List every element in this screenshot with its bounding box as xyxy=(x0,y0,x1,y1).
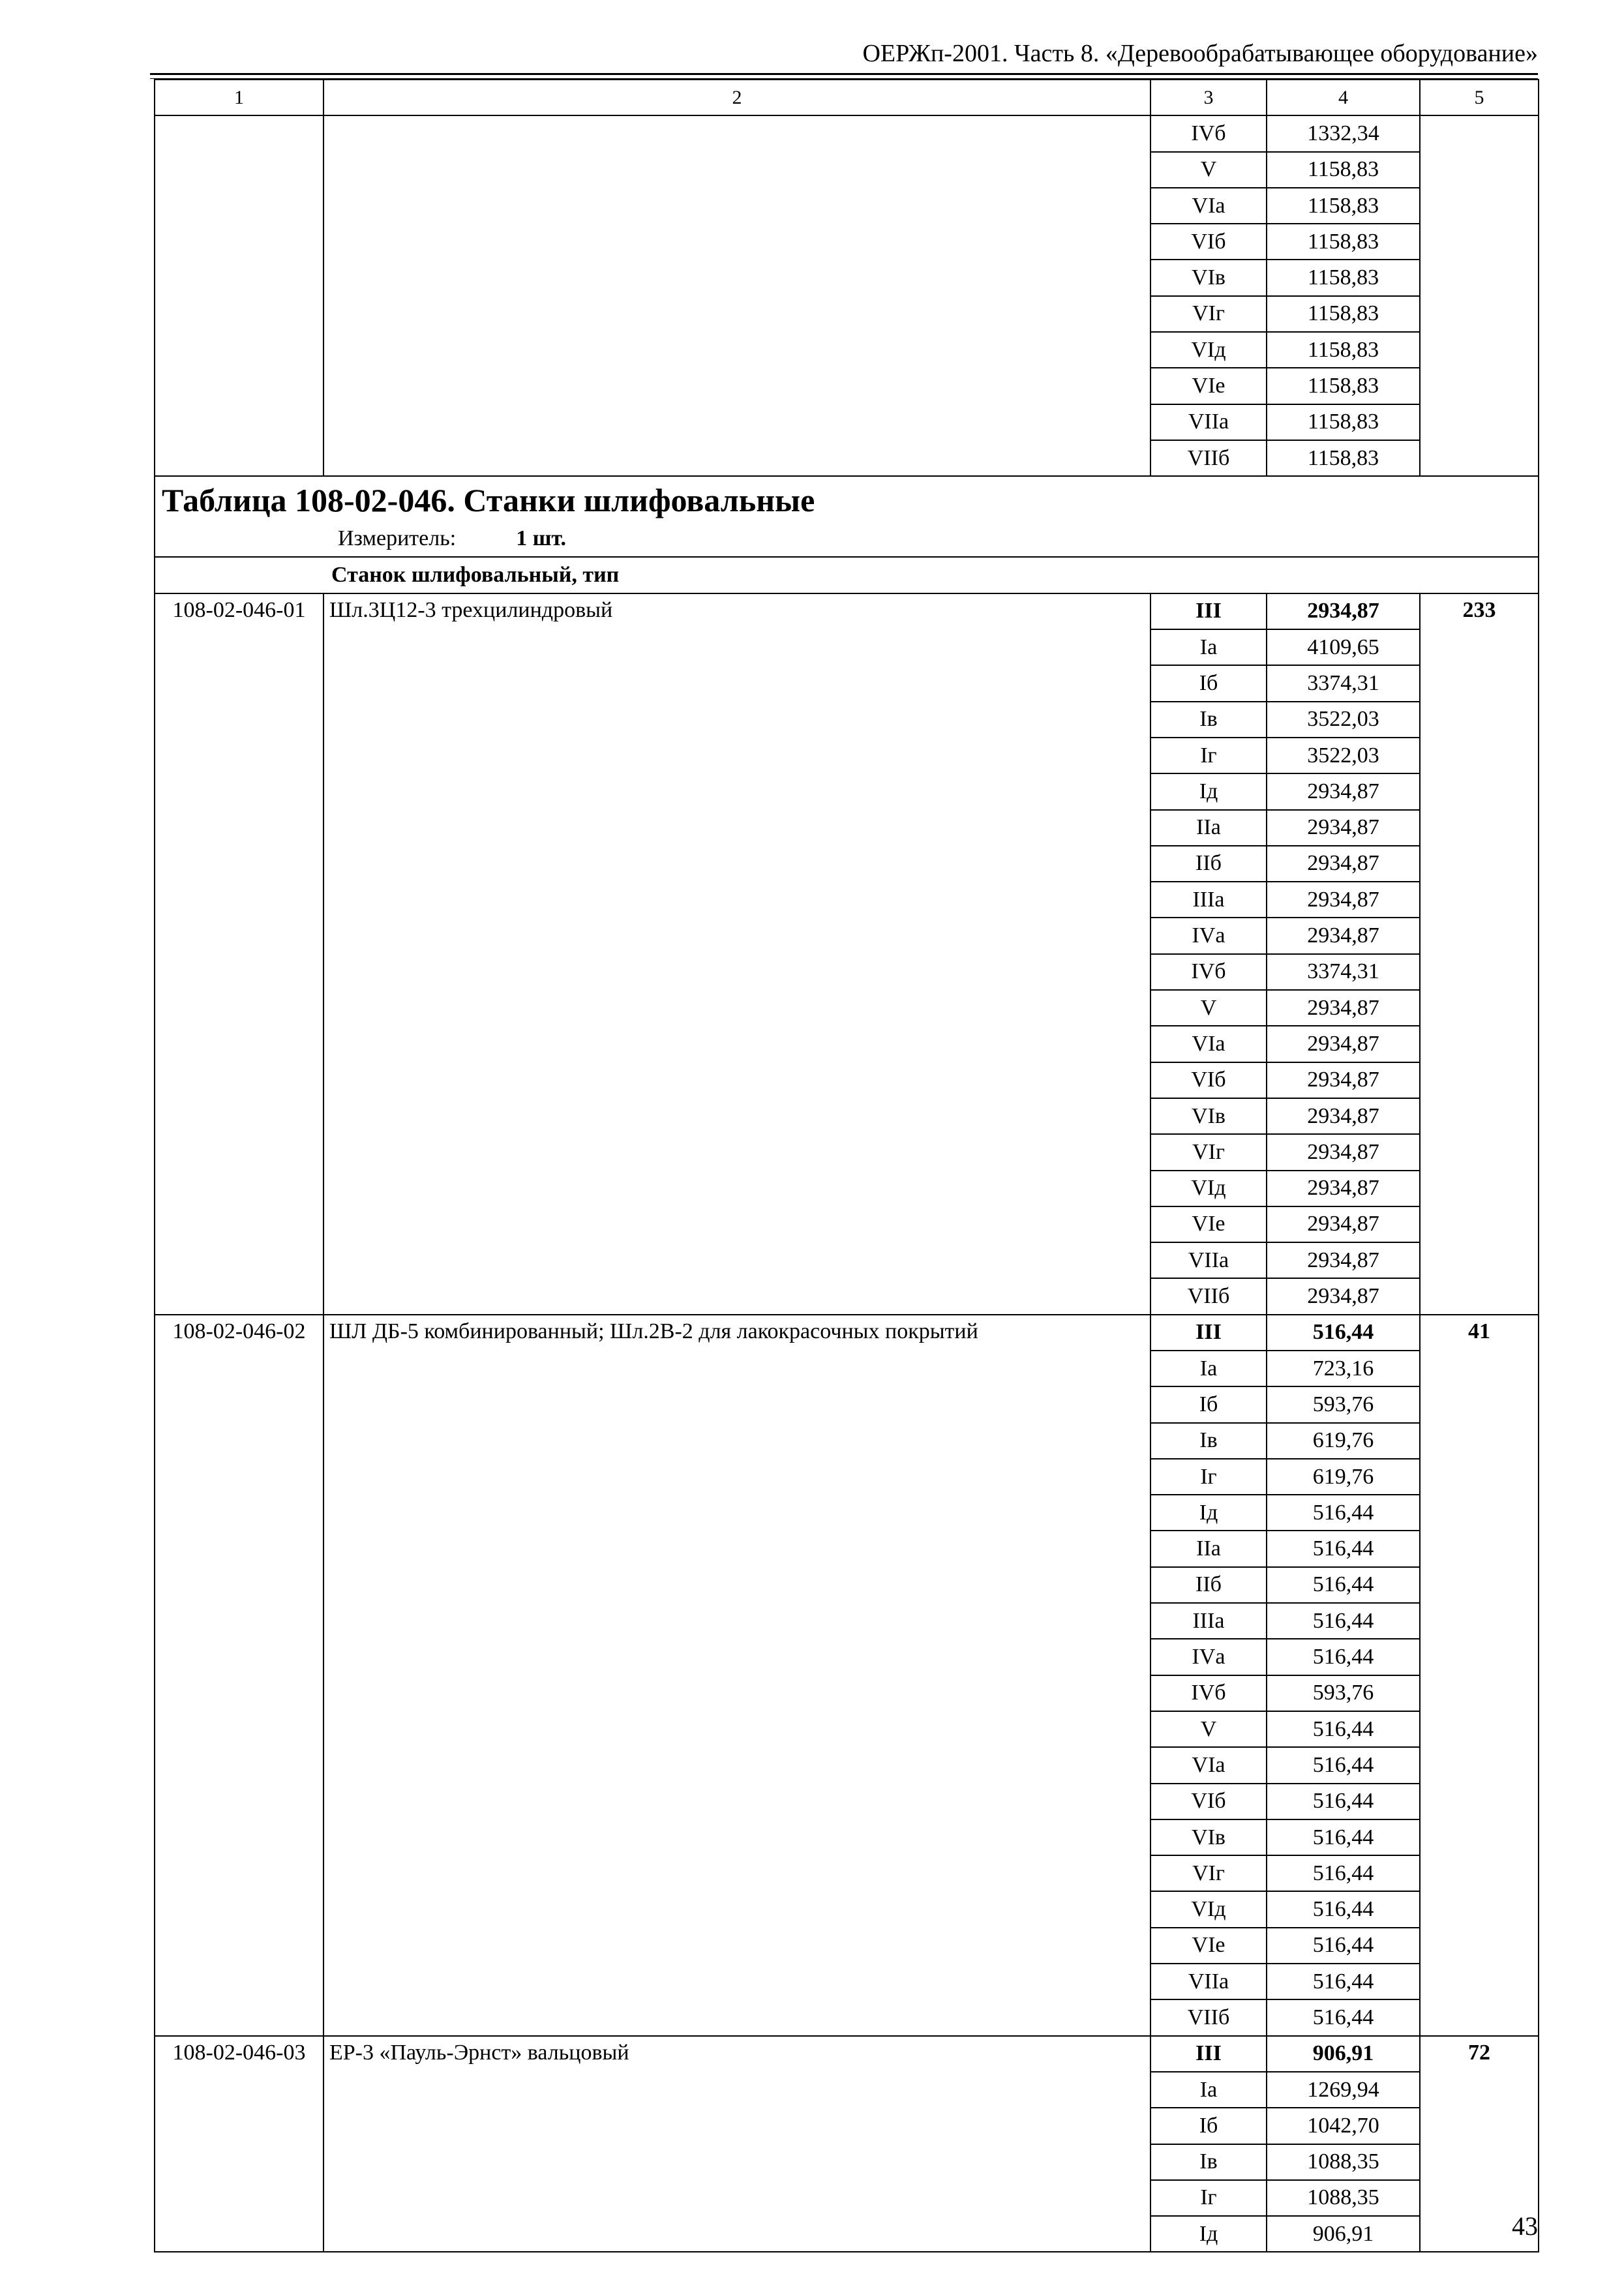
zone-cell: Iд xyxy=(1150,1495,1267,1531)
value-cell: 3374,31 xyxy=(1267,954,1420,990)
zone-cell: Iв xyxy=(1150,1423,1267,1459)
zone-cell: Iг xyxy=(1150,738,1267,773)
subheading-row xyxy=(155,557,1539,593)
value-cell: 516,44 xyxy=(1267,1999,1420,2035)
zone-cell: Iб xyxy=(1150,665,1267,701)
zone-cell: VIв xyxy=(1150,1098,1267,1134)
value-cell: 1269,94 xyxy=(1267,2072,1420,2108)
zone-cell: VIг xyxy=(1150,296,1267,332)
zone-cell: VIг xyxy=(1150,1855,1267,1891)
value-cell: 2934,87 xyxy=(1267,1134,1420,1170)
value-cell: 1158,83 xyxy=(1267,152,1420,188)
value-cell: 3374,31 xyxy=(1267,665,1420,701)
zone-cell: VIIа xyxy=(1150,1242,1267,1278)
value-cell: 2934,87 xyxy=(1267,1026,1420,1062)
value-cell: 1158,83 xyxy=(1267,368,1420,404)
value-cell: 723,16 xyxy=(1267,1351,1420,1386)
zone-cell: IIб xyxy=(1150,1567,1267,1603)
code-cell: 108-02-046-03 xyxy=(155,2036,323,2252)
value-cell: 1158,83 xyxy=(1267,296,1420,332)
value-cell: 516,44 xyxy=(1267,1315,1420,1351)
col5-cell: 233 xyxy=(1420,593,1539,1315)
zone-cell: VIIа xyxy=(1150,404,1267,440)
zone-cell: V xyxy=(1150,990,1267,1026)
value-cell: 2934,87 xyxy=(1267,918,1420,953)
value-cell: 2934,87 xyxy=(1267,846,1420,882)
value-cell: 593,76 xyxy=(1267,1675,1420,1711)
value-cell: 2934,87 xyxy=(1267,1278,1420,1314)
zone-cell: VIIа xyxy=(1150,1964,1267,1999)
zone-cell: IIIа xyxy=(1150,1603,1267,1639)
value-cell: 1042,70 xyxy=(1267,2108,1420,2144)
value-cell: 619,76 xyxy=(1267,1423,1420,1459)
value-cell: 593,76 xyxy=(1267,1386,1420,1422)
value-cell: 2934,87 xyxy=(1267,593,1420,629)
zone-cell: V xyxy=(1150,1711,1267,1747)
zone-cell: IIIа xyxy=(1150,882,1267,918)
name-cell: ЕР-3 «Пауль-Эрнст» вальцовый xyxy=(323,2036,1150,2252)
value-cell: 3522,03 xyxy=(1267,738,1420,773)
value-cell: 1332,34 xyxy=(1267,115,1420,151)
zone-cell: VIб xyxy=(1150,1784,1267,1819)
zone-cell: VIд xyxy=(1150,332,1267,368)
zone-cell: IVб xyxy=(1150,954,1267,990)
value-cell: 516,44 xyxy=(1267,1891,1420,1927)
value-cell: 516,44 xyxy=(1267,1567,1420,1603)
subheading: Станок шлифовальный, тип xyxy=(155,557,1539,593)
table-row xyxy=(155,593,1539,629)
value-cell: 2934,87 xyxy=(1267,773,1420,809)
code-cell xyxy=(155,115,323,476)
col5-cell xyxy=(1420,115,1539,476)
zone-cell: Iб xyxy=(1150,1386,1267,1422)
rates-table xyxy=(154,79,1539,2252)
table-row xyxy=(155,1315,1539,1351)
value-cell: 516,44 xyxy=(1267,1495,1420,1531)
zone-cell: Iа xyxy=(1150,629,1267,665)
zone-cell: VIе xyxy=(1150,1206,1267,1242)
value-cell: 516,44 xyxy=(1267,1855,1420,1891)
value-cell: 1158,83 xyxy=(1267,224,1420,260)
value-cell: 1158,83 xyxy=(1267,188,1420,224)
zone-cell: III xyxy=(1150,1315,1267,1351)
value-cell: 4109,65 xyxy=(1267,629,1420,665)
column-number-row xyxy=(155,80,1539,115)
value-cell: 1158,83 xyxy=(1267,260,1420,295)
value-cell: 516,44 xyxy=(1267,1784,1420,1819)
col5-cell: 41 xyxy=(1420,1315,1539,2036)
zone-cell: Iа xyxy=(1150,1351,1267,1386)
meter-line xyxy=(162,520,1531,552)
zone-cell: Iг xyxy=(1150,1459,1267,1495)
running-header: ОЕРЖп-2001. Часть 8. «Деревообрабатывающее оборудование» xyxy=(862,40,1538,67)
zone-cell: VIа xyxy=(1150,1026,1267,1062)
value-cell: 2934,87 xyxy=(1267,810,1420,846)
zone-cell: Iа xyxy=(1150,2072,1267,2108)
zone-cell: VIд xyxy=(1150,1171,1267,1206)
column-number: 2 xyxy=(323,80,1150,115)
zone-cell: Iд xyxy=(1150,2216,1267,2252)
zone-cell: Iд xyxy=(1150,773,1267,809)
header-rule xyxy=(150,73,1538,75)
value-cell: 516,44 xyxy=(1267,1928,1420,1964)
name-cell: Шл.3Ц12-3 трехцилиндровый xyxy=(323,593,1150,1315)
zone-cell: Iб xyxy=(1150,2108,1267,2144)
table-title-cell xyxy=(155,476,1539,557)
zone-cell: IIа xyxy=(1150,1531,1267,1566)
zone-cell: III xyxy=(1150,2036,1267,2072)
value-cell: 2934,87 xyxy=(1267,1062,1420,1098)
column-number: 5 xyxy=(1420,80,1539,115)
zone-cell: VIе xyxy=(1150,1928,1267,1964)
value-cell: 516,44 xyxy=(1267,1819,1420,1855)
zone-cell: IVа xyxy=(1150,918,1267,953)
zone-cell: VIв xyxy=(1150,260,1267,295)
zone-cell: Iг xyxy=(1150,2180,1267,2216)
value-cell: 1088,35 xyxy=(1267,2144,1420,2180)
value-cell: 516,44 xyxy=(1267,1747,1420,1783)
zone-cell: VIб xyxy=(1150,1062,1267,1098)
table-row xyxy=(155,115,1539,151)
table-title-row xyxy=(155,476,1539,557)
value-cell: 619,76 xyxy=(1267,1459,1420,1495)
column-number: 3 xyxy=(1150,80,1267,115)
value-cell: 1158,83 xyxy=(1267,404,1420,440)
name-cell xyxy=(323,115,1150,476)
zone-cell: VIе xyxy=(1150,368,1267,404)
zone-cell: IVб xyxy=(1150,115,1267,151)
zone-cell: Iв xyxy=(1150,2144,1267,2180)
zone-cell: IVа xyxy=(1150,1639,1267,1675)
value-cell: 906,91 xyxy=(1267,2036,1420,2072)
value-cell: 516,44 xyxy=(1267,1964,1420,1999)
value-cell: 906,91 xyxy=(1267,2216,1420,2252)
value-cell: 1158,83 xyxy=(1267,332,1420,368)
zone-cell: IIб xyxy=(1150,846,1267,882)
zone-cell: VIа xyxy=(1150,188,1267,224)
page-number: 43 xyxy=(1512,2211,1538,2241)
value-cell: 1158,83 xyxy=(1267,440,1420,476)
column-number: 1 xyxy=(155,80,323,115)
meter-label: Измеритель: xyxy=(338,526,457,550)
zone-cell: VIIб xyxy=(1150,440,1267,476)
zone-cell: VIд xyxy=(1150,1891,1267,1927)
value-cell: 2934,87 xyxy=(1267,1206,1420,1242)
table-title: Таблица 108-02-046. Станки шлифовальные xyxy=(162,482,815,519)
value-cell: 516,44 xyxy=(1267,1603,1420,1639)
zone-cell: IVб xyxy=(1150,1675,1267,1711)
zone-cell: VIIб xyxy=(1150,1999,1267,2035)
table-row xyxy=(155,2036,1539,2072)
col5-cell: 72 xyxy=(1420,2036,1539,2252)
column-number: 4 xyxy=(1267,80,1420,115)
zone-cell: V xyxy=(1150,152,1267,188)
zone-cell: VIг xyxy=(1150,1134,1267,1170)
value-cell: 2934,87 xyxy=(1267,1242,1420,1278)
zone-cell: VIIб xyxy=(1150,1278,1267,1314)
name-cell: ШЛ ДБ-5 комбинированный; Шл.2В-2 для лакокрасочных покрытий xyxy=(323,1315,1150,2036)
zone-cell: VIв xyxy=(1150,1819,1267,1855)
value-cell: 516,44 xyxy=(1267,1531,1420,1566)
zone-cell: VIа xyxy=(1150,1747,1267,1783)
meter-value: 1 шт. xyxy=(516,526,567,550)
zone-cell: Iв xyxy=(1150,702,1267,738)
zone-cell: IIа xyxy=(1150,810,1267,846)
value-cell: 2934,87 xyxy=(1267,1098,1420,1134)
zone-cell: VIб xyxy=(1150,224,1267,260)
value-cell: 1088,35 xyxy=(1267,2180,1420,2216)
value-cell: 516,44 xyxy=(1267,1711,1420,1747)
value-cell: 2934,87 xyxy=(1267,990,1420,1026)
zone-cell: III xyxy=(1150,593,1267,629)
code-cell: 108-02-046-02 xyxy=(155,1315,323,2036)
code-cell: 108-02-046-01 xyxy=(155,593,323,1315)
value-cell: 2934,87 xyxy=(1267,1171,1420,1206)
value-cell: 516,44 xyxy=(1267,1639,1420,1675)
value-cell: 3522,03 xyxy=(1267,702,1420,738)
value-cell: 2934,87 xyxy=(1267,882,1420,918)
